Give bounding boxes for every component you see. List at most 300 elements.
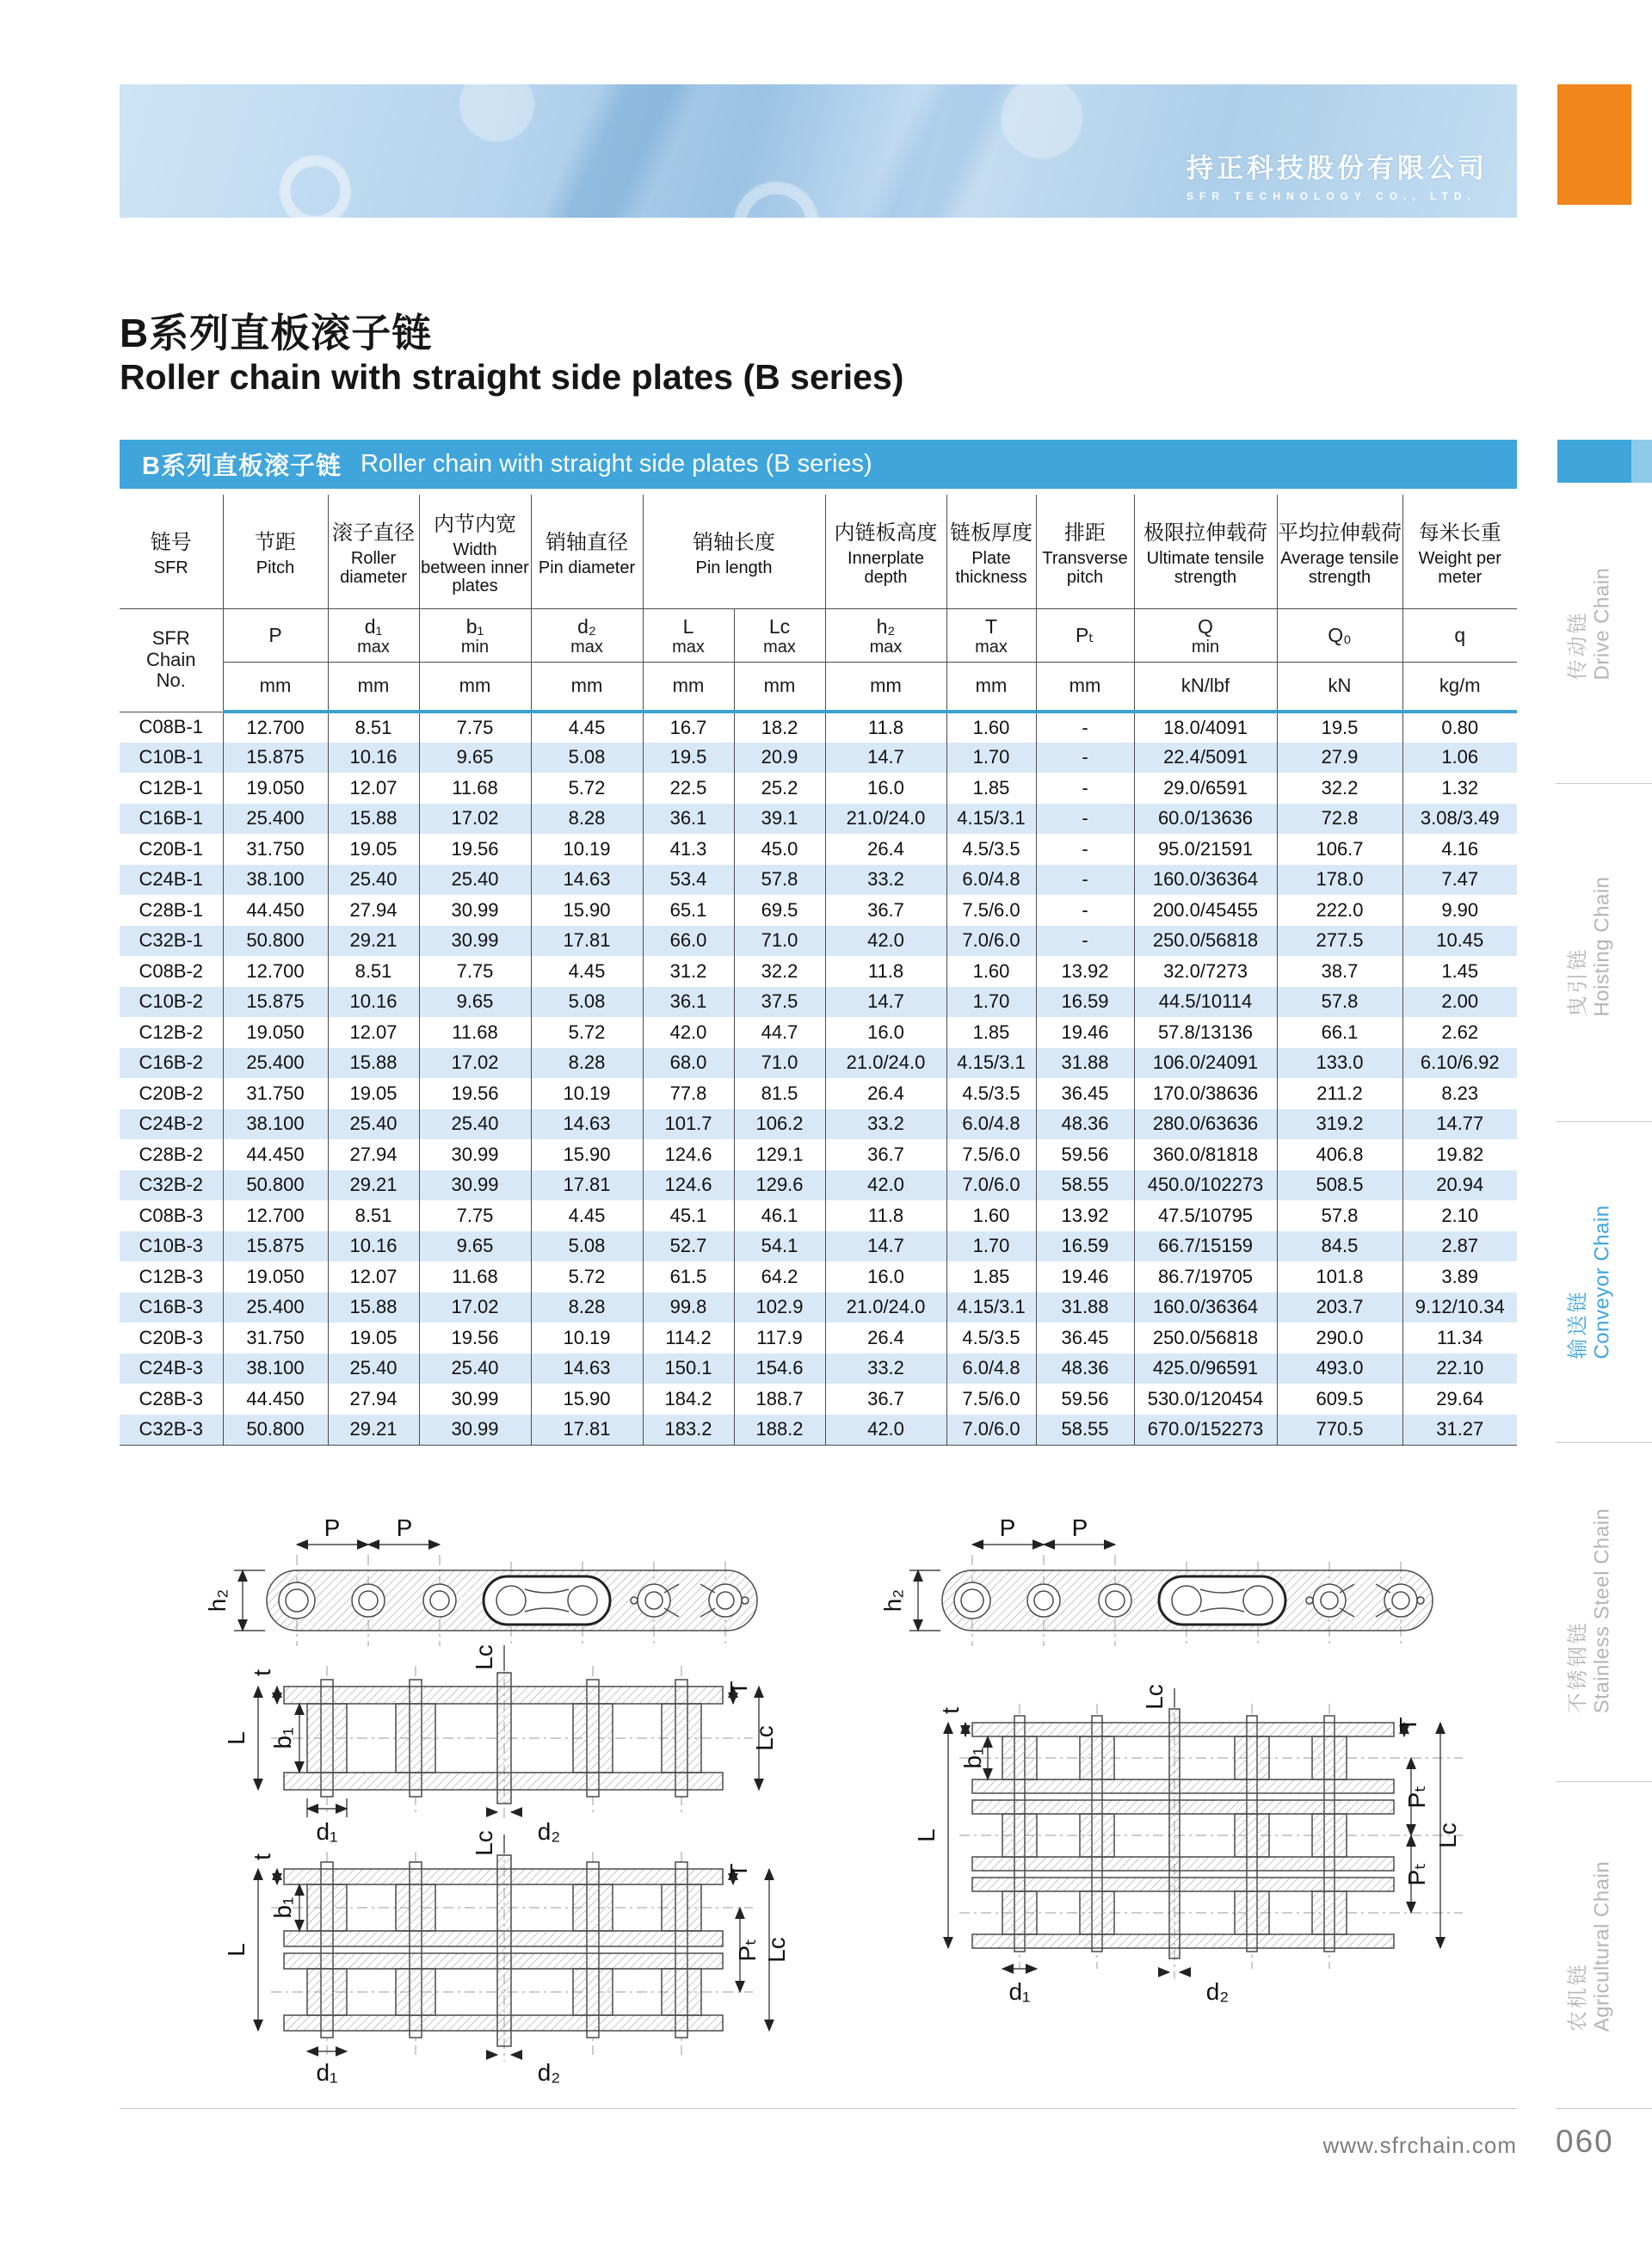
table-cell: 50.800 [223, 1170, 328, 1201]
page-number: 060 [1556, 2124, 1614, 2159]
table-cell: 58.55 [1036, 1170, 1134, 1201]
table-row [120, 1139, 1517, 1170]
website-url: www.sfrchain.com [1322, 2132, 1517, 2158]
table-row [120, 1048, 1517, 1079]
table-cell: 7.0/6.0 [946, 926, 1036, 957]
table-cell: C16B-3 [120, 1292, 223, 1323]
table-cell: 4.15/3.1 [946, 1048, 1036, 1079]
table-cell: 154.6 [734, 1354, 825, 1385]
table-cell: 7.0/6.0 [946, 1170, 1036, 1201]
unit-header: mm [734, 662, 825, 712]
table-cell: 31.88 [1036, 1292, 1134, 1323]
table-cell: 36.1 [643, 987, 734, 1018]
table-cell: C24B-1 [120, 865, 223, 896]
table-cell: 450.0/102273 [1134, 1170, 1277, 1201]
table-row [120, 1109, 1517, 1140]
table-cell: 14.77 [1436, 1113, 1484, 1135]
col-header: 平均拉伸载荷 Average tensile strength [1277, 495, 1402, 608]
svg-text:P: P [324, 1514, 341, 1541]
svg-text:T: T [725, 1681, 752, 1696]
table-cell: 45.1 [643, 1200, 734, 1231]
table-header-symbols [120, 608, 1517, 662]
svg-text:Pₜ: Pₜ [1403, 1785, 1430, 1809]
table-cell: 8.28 [531, 1292, 643, 1323]
table-cell: 19.050 [223, 773, 328, 804]
svg-text:Pₜ: Pₜ [734, 1938, 761, 1962]
table-cell: 68.0 [643, 1048, 734, 1079]
table-cell: 4.15/3.1 [946, 1292, 1036, 1323]
table-cell: 36.45 [1036, 1078, 1134, 1109]
table-cell: 42.0 [825, 1415, 946, 1446]
table-cell: 15.875 [223, 743, 328, 774]
table-cell: 1.85 [946, 1261, 1036, 1292]
table-cell: 3.08/3.49 [1420, 807, 1500, 829]
table-cell: 36.45 [1036, 1323, 1134, 1354]
sidebar-item-drive-chain [1567, 568, 1616, 681]
table-cell: 319.2 [1277, 1109, 1402, 1140]
col-header: 销轴直径 Pin diameter [531, 495, 643, 608]
sidebar-item-label-en: Hoisting Chain [1591, 876, 1614, 1017]
table-cell: 17.02 [419, 1292, 531, 1323]
table-cell: C12B-3 [120, 1261, 223, 1292]
table-cell: - [1036, 895, 1134, 926]
table-cell: 64.2 [734, 1261, 825, 1292]
table-cell: 84.5 [1277, 1231, 1402, 1262]
table-cell: 44.450 [223, 1139, 328, 1170]
table-cell: 14.63 [531, 1354, 643, 1385]
table-cell: 66.1 [1277, 1017, 1402, 1048]
table-cell: 101.7 [643, 1109, 734, 1140]
table-cell: C32B-2 [120, 1170, 223, 1201]
table-cell: 8.51 [328, 956, 419, 987]
unit-header: kN/lbf [1134, 662, 1277, 712]
sidebar-item-label-cn: 曳引链 [1566, 947, 1590, 1017]
table-cell: 22.4/5091 [1134, 743, 1277, 774]
svg-text:b₁: b₁ [269, 1727, 296, 1749]
sidebar-tab-accent-light [1631, 440, 1652, 483]
table-cell: 4.45 [531, 956, 643, 987]
company-name [1187, 146, 1488, 202]
table-cell: 38.100 [223, 1354, 328, 1385]
table-cell: 25.40 [419, 1354, 531, 1385]
table-cell: 30.99 [419, 1415, 531, 1446]
svg-text:T: T [725, 1863, 752, 1878]
table-cell: 48.36 [1036, 1109, 1134, 1140]
table-cell: C12B-2 [120, 1017, 223, 1048]
table-cell: 54.1 [734, 1231, 825, 1262]
table-cell: 71.0 [734, 926, 825, 957]
table-cell: 10.19 [531, 1323, 643, 1354]
table-header-names [120, 495, 1517, 608]
table-cell: 42.0 [643, 1017, 734, 1048]
table-row [120, 712, 1517, 743]
sidebar-item-label-cn: 农机链 [1566, 1962, 1590, 2032]
table-body [120, 712, 1517, 1445]
company-name-cn: 持正科技股份有限公司 [1187, 153, 1488, 183]
table-cell: 4.16 [1441, 837, 1479, 860]
table-cell: 46.1 [734, 1200, 825, 1231]
unit-header: kN [1277, 662, 1402, 712]
unit-header: mm [419, 662, 531, 712]
table-cell: C12B-1 [120, 773, 223, 804]
table-cell: 30.99 [419, 926, 531, 957]
table-cell: 19.050 [223, 1017, 328, 1048]
footer-divider-sidebar [1556, 2108, 1652, 2109]
sidebar-item-label-cn: 传动链 [1566, 610, 1590, 681]
table-row [120, 1017, 1517, 1048]
symbol-header: Q min [1134, 608, 1277, 662]
table-cell: - [1036, 773, 1134, 804]
sidebar-divider [1556, 783, 1652, 784]
table-cell: 19.05 [328, 1323, 419, 1354]
table-cell: 14.63 [531, 865, 643, 896]
table-cell: 81.5 [734, 1078, 825, 1109]
table-cell: 8.51 [328, 1200, 419, 1231]
table-row [120, 1323, 1517, 1354]
table-cell: 10.16 [328, 743, 419, 774]
table-cell: 19.82 [1436, 1143, 1484, 1165]
table-cell: 61.5 [643, 1261, 734, 1292]
table-cell: 102.9 [734, 1292, 825, 1323]
unit-header: mm [531, 662, 643, 712]
table-cell: 27.94 [328, 895, 419, 926]
table-cell: 25.40 [328, 865, 419, 896]
table-row [120, 1354, 1517, 1385]
table-cell: 19.05 [328, 834, 419, 865]
table-cell: 59.56 [1036, 1139, 1134, 1170]
table-cell: 53.4 [643, 865, 734, 896]
table-cell: 86.7/19705 [1134, 1261, 1277, 1292]
table-cell: 11.34 [1437, 1326, 1483, 1348]
spec-table [120, 495, 1517, 1446]
table-cell: 6.10/6.92 [1420, 1051, 1500, 1074]
table-cell: - [1036, 804, 1134, 835]
table-cell: 19.56 [419, 1323, 531, 1354]
table-cell: 25.40 [419, 1109, 531, 1140]
table-cell: 27.9 [1277, 743, 1402, 774]
table-cell: 160.0/36364 [1134, 865, 1277, 896]
table-cell: 222.0 [1277, 895, 1402, 926]
table-cell: 50.800 [223, 1415, 328, 1446]
table-cell: 25.400 [223, 804, 328, 835]
svg-text:Lc: Lc [1141, 1684, 1168, 1710]
sidebar-item-label-cn: 输送链 [1566, 1289, 1590, 1360]
svg-text:b₁: b₁ [269, 1896, 296, 1919]
table-cell: 1.70 [946, 1231, 1036, 1262]
table-cell: 1.45 [1441, 959, 1479, 982]
table-cell: 37.5 [734, 987, 825, 1018]
table-row [120, 804, 1517, 835]
table-cell: 50.800 [223, 926, 328, 957]
col-header: 内链板高度 Innerplate depth [825, 495, 946, 608]
table-cell: 19.05 [328, 1078, 419, 1109]
symbol-header: q [1402, 608, 1517, 662]
table-cell: 31.750 [223, 1078, 328, 1109]
table-cell: 9.65 [419, 987, 531, 1018]
table-cell: 2.00 [1441, 990, 1479, 1013]
sidebar-item-label-cn: 不锈钢链 [1566, 1620, 1590, 1714]
sidebar-item-stainless-steel-chain [1567, 1508, 1616, 1714]
table-cell: 178.0 [1277, 865, 1402, 896]
table-cell: 1.60 [946, 712, 1036, 743]
chain-side-view-simplex [223, 1644, 778, 1845]
table-cell: 19.56 [419, 1078, 531, 1109]
col-header: 极限拉伸载荷 Ultimate tensile strength [1134, 495, 1277, 608]
table-row [120, 1200, 1517, 1231]
table-cell: 360.0/81818 [1134, 1139, 1277, 1170]
table-cell: 10.19 [531, 834, 643, 865]
table-cell: 10.16 [328, 1231, 419, 1262]
chain-top-view [204, 1514, 757, 1646]
symbol-header: Q₀ [1277, 608, 1402, 662]
table-row [120, 743, 1517, 774]
table-cell: 45.0 [734, 834, 825, 865]
svg-text:P: P [1071, 1514, 1088, 1541]
svg-text:d₁: d₁ [316, 1818, 338, 1845]
table-cell: 26.4 [825, 834, 946, 865]
table-cell: 106.0/24091 [1134, 1048, 1277, 1079]
svg-text:t: t [937, 1707, 964, 1714]
svg-text:d₁: d₁ [1008, 1978, 1031, 2005]
table-cell: 2.87 [1441, 1235, 1479, 1257]
table-cell: 4.15/3.1 [946, 804, 1036, 835]
table-cell: C20B-3 [120, 1323, 223, 1354]
sidebar-item-conveyor-chain [1567, 1205, 1616, 1359]
table-cell: 19.56 [419, 834, 531, 865]
table-cell: 770.5 [1277, 1415, 1402, 1446]
table-cell: 2.62 [1441, 1021, 1479, 1043]
svg-text:L: L [223, 1943, 250, 1957]
table-cell: 21.0/24.0 [825, 804, 946, 835]
table-cell: 18.0/4091 [1134, 712, 1277, 743]
table-cell: 66.0 [643, 926, 734, 957]
table-cell: 33.2 [825, 865, 946, 896]
chain-diagram-triplex [879, 1497, 1471, 2065]
table-cell: 31.2 [643, 956, 734, 987]
table-cell: 11.8 [825, 712, 946, 743]
table-cell: 277.5 [1277, 926, 1402, 957]
table-cell: 44.7 [734, 1017, 825, 1048]
col-header: 链号 SFR [120, 495, 223, 608]
table-cell: 52.7 [643, 1231, 734, 1262]
table-cell: 16.59 [1036, 1231, 1134, 1262]
table-cell: 10.45 [1436, 929, 1484, 952]
table-cell: 16.0 [825, 1017, 946, 1048]
table-cell: 36.7 [825, 1384, 946, 1415]
table-cell: 1.60 [946, 956, 1036, 987]
sidebar-divider [1556, 1121, 1652, 1122]
svg-text:Lc: Lc [1434, 1822, 1461, 1848]
table-cell: C20B-1 [120, 834, 223, 865]
table-cell: 15.90 [531, 1384, 643, 1415]
table-cell: C24B-2 [120, 1109, 223, 1140]
table-cell: 30.99 [419, 1384, 531, 1415]
symbol-header: Lc max [734, 608, 825, 662]
table-cell: 32.2 [1277, 773, 1402, 804]
table-cell: 609.5 [1277, 1384, 1402, 1415]
svg-text:T: T [1395, 1717, 1421, 1732]
table-cell: 17.81 [531, 1170, 643, 1201]
table-cell: 12.700 [223, 712, 328, 743]
table-row [120, 1170, 1517, 1201]
table-cell: 16.7 [643, 712, 734, 743]
table-cell: 42.0 [825, 926, 946, 957]
page-title-cn: B系列直板滚子链 [120, 311, 433, 355]
table-cell: 14.7 [825, 987, 946, 1018]
table-cell: 32.2 [734, 956, 825, 987]
col-header: 每米长重 Weight per meter [1402, 495, 1517, 608]
table-row [120, 987, 1517, 1018]
table-cell: C32B-1 [120, 926, 223, 957]
table-cell: 21.0/24.0 [825, 1048, 946, 1079]
table-cell: 11.8 [825, 1200, 946, 1231]
table-cell: 8.28 [531, 804, 643, 835]
table-cell: 11.68 [419, 1017, 531, 1048]
table-cell: C28B-2 [120, 1139, 223, 1170]
table-cell: C32B-3 [120, 1415, 223, 1446]
table-cell: 6.0/4.8 [946, 1109, 1036, 1140]
table-cell: 129.1 [734, 1139, 825, 1170]
unit-header: mm [825, 662, 946, 712]
symbol-header: P [223, 608, 328, 662]
table-cell: 7.5/6.0 [946, 1139, 1036, 1170]
chain-top-view [879, 1514, 1433, 1646]
table-cell: 33.2 [825, 1109, 946, 1140]
table-cell: 99.8 [643, 1292, 734, 1323]
table-cell: 36.7 [825, 1139, 946, 1170]
company-name-en: SFR TECHNOLOGY CO., LTD. [1187, 190, 1476, 202]
sidebar-divider [1556, 1781, 1652, 1782]
table-cell: 38.7 [1277, 956, 1402, 987]
table-cell: 22.10 [1436, 1357, 1484, 1379]
table-cell: 19.46 [1036, 1017, 1134, 1048]
table-cell: 4.5/3.5 [946, 1323, 1036, 1354]
table-cell: 5.08 [531, 987, 643, 1018]
table-cell: 124.6 [643, 1139, 734, 1170]
table-cell: 30.99 [419, 1170, 531, 1201]
table-cell: 57.8 [1277, 987, 1402, 1018]
table-cell: 290.0 [1277, 1323, 1402, 1354]
table-cell: 8.51 [328, 712, 419, 743]
table-cell: 57.8/13136 [1134, 1017, 1277, 1048]
table-cell: 6.0/4.8 [946, 1354, 1036, 1385]
table-cell: C16B-1 [120, 804, 223, 835]
table-cell: 183.2 [643, 1415, 734, 1446]
table-cell: 4.5/3.5 [946, 834, 1036, 865]
table-cell: 114.2 [643, 1323, 734, 1354]
table-cell: 22.5 [643, 773, 734, 804]
table-cell: 4.45 [531, 1200, 643, 1231]
table-cell: 19.5 [643, 743, 734, 774]
svg-text:h₂: h₂ [879, 1588, 906, 1613]
symbol-header: L max [643, 608, 734, 662]
svg-text:P: P [396, 1514, 413, 1541]
table-cell: 57.8 [734, 865, 825, 896]
table-cell: 44.450 [223, 1384, 328, 1415]
table-cell: 17.02 [419, 804, 531, 835]
table-cell: 32.0/7273 [1134, 956, 1277, 987]
table-cell: 2.10 [1441, 1204, 1479, 1226]
table-cell: 0.80 [1441, 716, 1479, 738]
table-header-units [120, 662, 1517, 712]
table-cell: 15.88 [328, 804, 419, 835]
section-banner [120, 440, 1517, 489]
table-cell: 66.7/15159 [1134, 1231, 1277, 1262]
table-cell: 15.90 [531, 895, 643, 926]
table-cell: C20B-2 [120, 1078, 223, 1109]
table-cell: 9.65 [419, 1231, 531, 1262]
section-banner-cn: B系列直板滚子链 [142, 453, 342, 480]
col-header: 销轴长度 Pin length [643, 495, 825, 608]
table-cell: 27.94 [328, 1384, 419, 1415]
sidebar-tab-accent [1557, 440, 1631, 483]
table-cell: - [1036, 743, 1134, 774]
table-cell: 1.60 [946, 1200, 1036, 1231]
table-cell: 1.06 [1441, 746, 1479, 768]
table-cell: 47.5/10795 [1134, 1200, 1277, 1231]
chain-diagram-single-duplex [198, 1497, 800, 2100]
svg-text:Lc: Lc [751, 1725, 778, 1751]
page-title [120, 311, 903, 397]
table-cell: 14.63 [531, 1109, 643, 1140]
table-cell: 133.0 [1277, 1048, 1402, 1079]
table-cell: 5.08 [531, 743, 643, 774]
table-cell: 493.0 [1277, 1354, 1402, 1385]
table-cell: 124.6 [643, 1170, 734, 1201]
svg-text:t: t [249, 1669, 275, 1676]
table-cell: 117.9 [734, 1323, 825, 1354]
sidebar-item-label-en: Drive Chain [1591, 567, 1614, 681]
table-cell: 16.59 [1036, 987, 1134, 1018]
table-cell: C10B-2 [120, 987, 223, 1018]
table-cell: 15.90 [531, 1139, 643, 1170]
table-cell: 20.94 [1436, 1174, 1484, 1196]
table-cell: 25.40 [328, 1354, 419, 1385]
table-row [120, 956, 1517, 987]
table-cell: 17.81 [531, 926, 643, 957]
svg-text:P: P [999, 1514, 1016, 1541]
table-row [120, 895, 1517, 926]
symbol-header: h₂ max [825, 608, 946, 662]
table-cell: 1.70 [946, 987, 1036, 1018]
col-header: 内节内宽 Width between inner plates [419, 495, 531, 608]
sidebar-item-label-en: Agricultural Chain [1591, 1860, 1614, 2032]
table-cell: 5.72 [531, 1017, 643, 1048]
table-cell: 17.02 [419, 1048, 531, 1079]
table-cell: 188.2 [734, 1415, 825, 1446]
table-cell: 129.6 [734, 1170, 825, 1201]
table-cell: 21.0/24.0 [825, 1292, 946, 1323]
table-cell: 77.8 [643, 1078, 734, 1109]
table-cell: 14.7 [825, 1231, 946, 1262]
table-cell: C08B-1 [120, 712, 223, 743]
table-cell: 250.0/56818 [1134, 1323, 1277, 1354]
svg-text:d₁: d₁ [316, 2059, 338, 2086]
sidebar-item-agricultural-chain [1567, 1861, 1616, 2032]
symbol-header: d₂ max [531, 608, 643, 662]
table-cell: 4.45 [531, 712, 643, 743]
table-cell: 25.40 [419, 865, 531, 896]
table-cell: 13.92 [1036, 956, 1134, 987]
symbol-header: Pₜ [1036, 608, 1134, 662]
table-cell: 15.875 [223, 987, 328, 1018]
table-cell: 14.7 [825, 743, 946, 774]
col-header: 节距 Pitch [223, 495, 328, 608]
table-cell: 26.4 [825, 1078, 946, 1109]
table-cell: 150.1 [643, 1354, 734, 1385]
svg-text:b₁: b₁ [959, 1747, 986, 1769]
table-cell: 203.7 [1277, 1292, 1402, 1323]
